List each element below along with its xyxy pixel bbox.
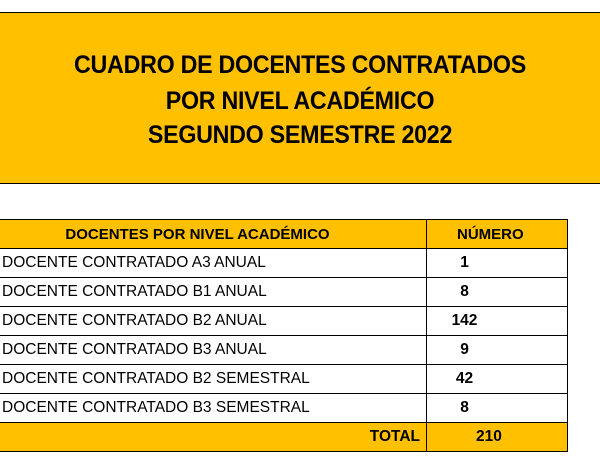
title-line-1: CUADRO DE DOCENTES CONTRATADOS [74, 51, 526, 79]
total-label[interactable]: TOTAL [0, 423, 427, 452]
total-value[interactable]: 210 [427, 423, 568, 452]
table-row [0, 249, 568, 278]
row-value[interactable] [427, 394, 568, 423]
row-value[interactable] [427, 307, 568, 336]
row-value-text: 8 [460, 399, 469, 416]
row-value[interactable] [427, 278, 568, 307]
row-label[interactable]: DOCENTE CONTRATADO B2 SEMESTRAL [0, 365, 427, 394]
header-category[interactable]: DOCENTES POR NIVEL ACADÉMICO [0, 220, 427, 249]
title-line-2: POR NIVEL ACADÉMICO [165, 87, 435, 115]
row-value-text: 8 [460, 283, 469, 300]
header-count[interactable]: NÚMERO [427, 220, 568, 249]
row-label[interactable]: DOCENTE CONTRATADO A3 ANUAL [0, 249, 427, 278]
table-row [0, 278, 568, 307]
docentes-table [0, 219, 568, 452]
table-row [0, 307, 568, 336]
row-value-text: 1 [460, 254, 469, 271]
row-value[interactable] [427, 249, 568, 278]
row-label[interactable]: DOCENTE CONTRATADO B1 ANUAL [0, 278, 427, 307]
row-value[interactable] [427, 336, 568, 365]
row-value-text: 142 [451, 312, 478, 329]
row-value-text: 42 [455, 370, 474, 387]
table-row [0, 394, 568, 423]
table-row [0, 365, 568, 394]
row-value-text: 9 [460, 341, 469, 358]
total-row [0, 423, 568, 452]
title-line-3: SEGUNDO SEMESTRE 2022 [147, 121, 453, 149]
table-header-row [0, 220, 568, 249]
row-label[interactable]: DOCENTE CONTRATADO B2 ANUAL [0, 307, 427, 336]
row-label[interactable]: DOCENTE CONTRATADO B3 SEMESTRAL [0, 394, 427, 423]
row-value[interactable] [427, 365, 568, 394]
row-label[interactable]: DOCENTE CONTRATADO B3 ANUAL [0, 336, 427, 365]
title-banner [0, 12, 600, 184]
table-row [0, 336, 568, 365]
